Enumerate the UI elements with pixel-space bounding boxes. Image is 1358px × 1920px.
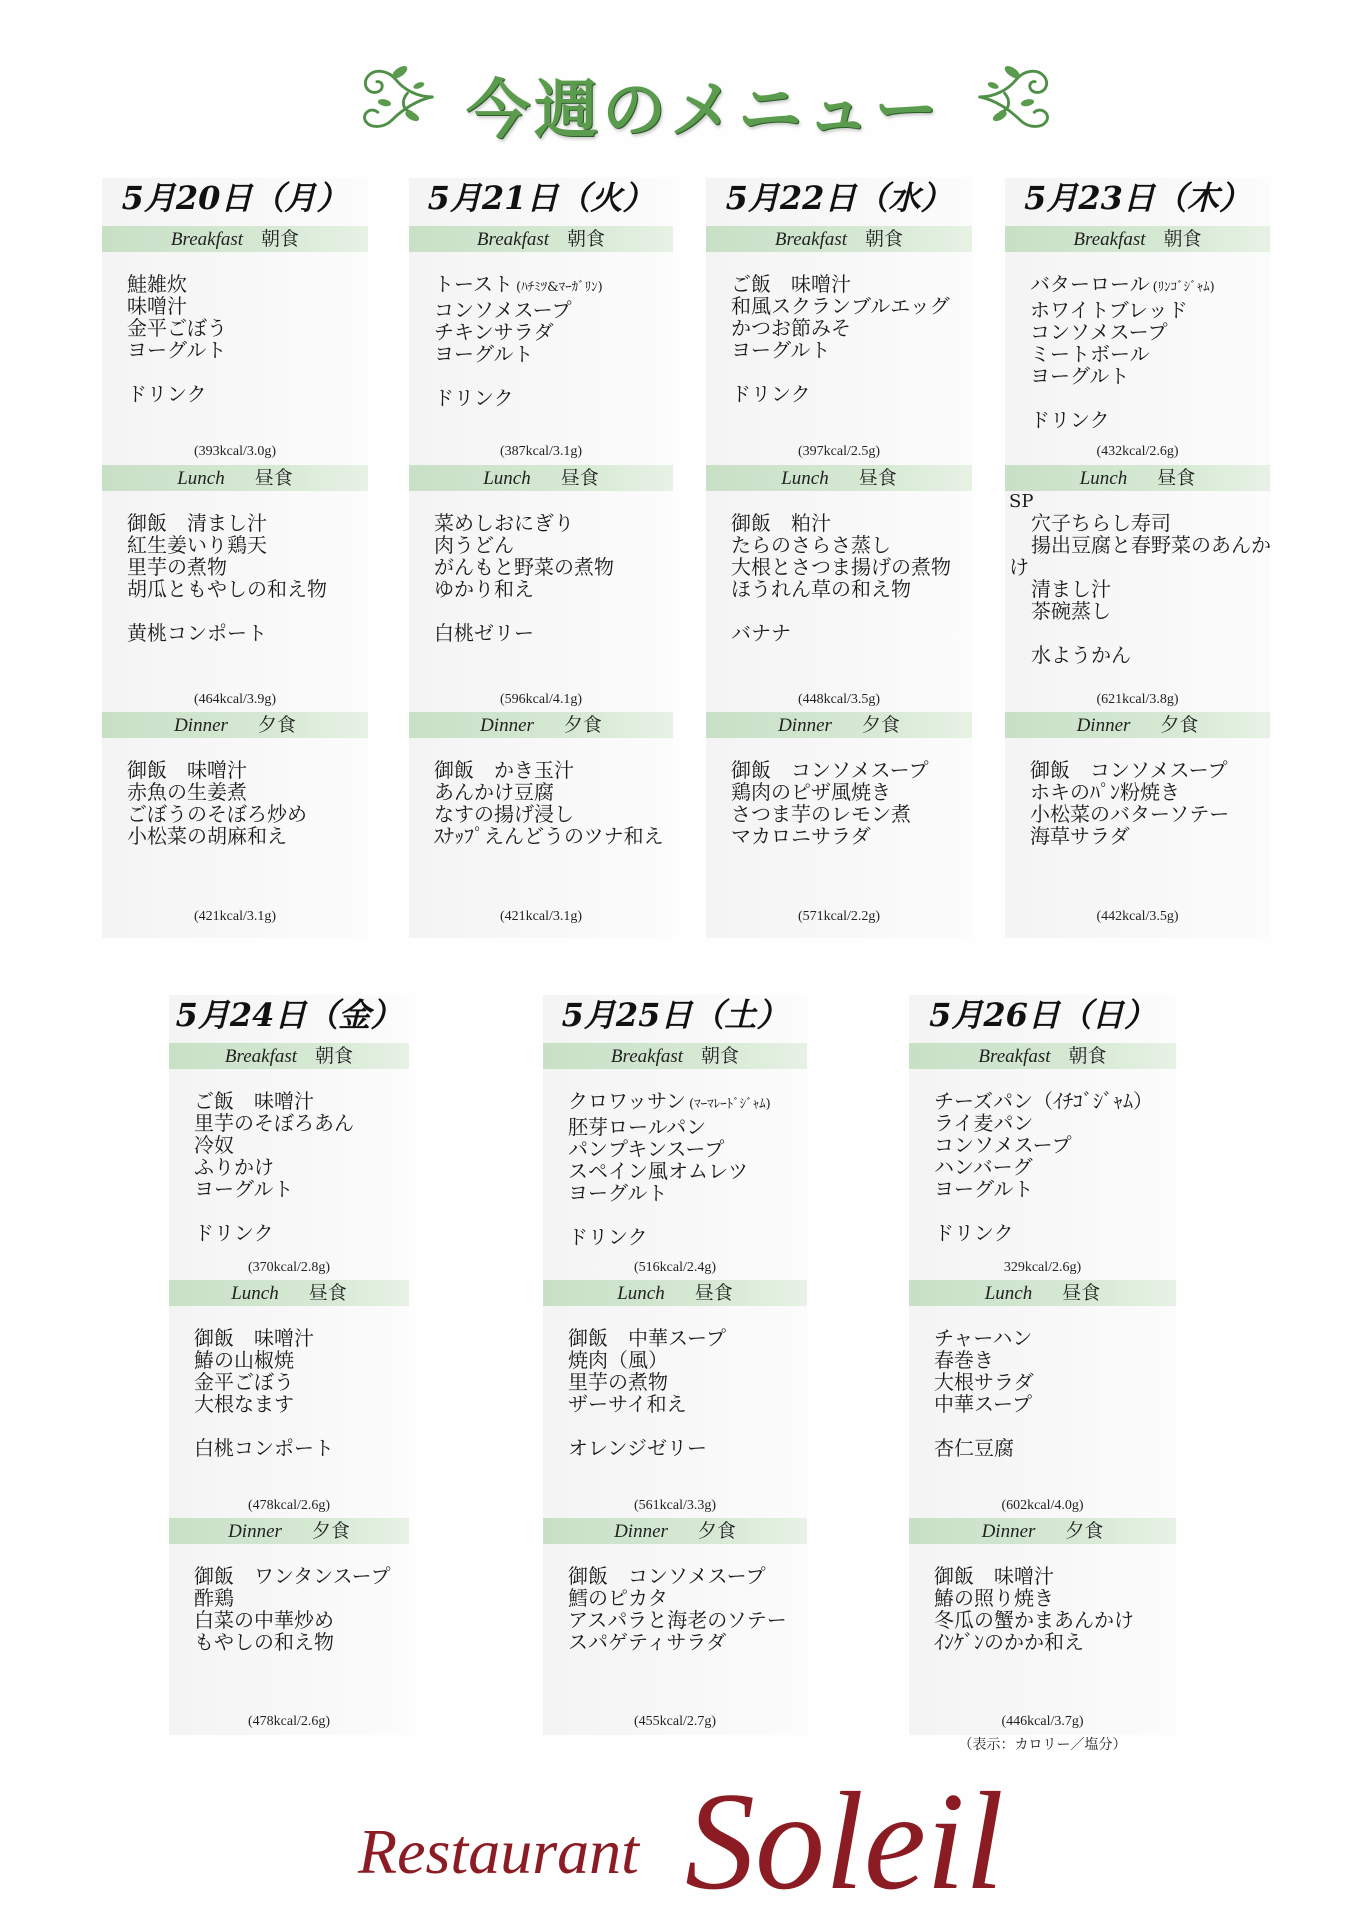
dinner-header-bar (1005, 712, 1270, 738)
meal-name-en: Breakfast (224, 1046, 298, 1067)
menu-item: 鮭雑炊 (127, 272, 187, 296)
dinner-header-bar (409, 712, 673, 738)
menu-item: ふりかけ (194, 1155, 274, 1179)
meal-name-en: Breakfast (978, 1046, 1051, 1067)
menu-extra-item: ドリンク (434, 386, 514, 410)
menu-extra-item: ドリンク (568, 1225, 648, 1249)
breakfast-header-bar (1005, 226, 1270, 252)
menu-item: 御飯 清まし汁 (127, 511, 267, 535)
menu-item: 里芋の煮物 (127, 555, 227, 579)
nutrition-info: (397kcal/2.5g) (797, 444, 881, 459)
menu-item: チャーハン (934, 1326, 1033, 1350)
day-column (102, 178, 368, 938)
menu-item: 茶碗蒸し (1031, 599, 1111, 623)
menu-item: 御飯 コンソメスープ (1030, 758, 1228, 782)
meal-name-en: Dinner (614, 1521, 668, 1542)
day-date: 5月23日（木） (1024, 179, 1251, 217)
meal-name-en: Breakfast (610, 1046, 684, 1067)
menu-item-list (409, 759, 664, 847)
menu-item: 小松菜の胡麻和え (127, 824, 287, 848)
day-date: 5月25日（土） (561, 996, 789, 1034)
menu-item: 中華スープ (934, 1392, 1032, 1416)
meal-name-ja: 朝食 (1068, 1045, 1107, 1067)
menu-item (434, 273, 603, 299)
menu-item-list (543, 1327, 726, 1459)
menu-extra-item: ドリンク (127, 382, 207, 406)
menu-item: 金平ごぼう (194, 1370, 294, 1394)
menu-extra-item: ドリンク (1030, 408, 1110, 432)
menu-extra-item: ドリンク (731, 382, 811, 406)
nutrition-info: (370kcal/2.8g) (247, 1260, 331, 1275)
menu-item-list (102, 759, 307, 847)
menu-item: 里芋のそぼろあん (194, 1111, 354, 1135)
menu-item: アスパラと海老のソテー (568, 1608, 787, 1632)
menu-item: あんかけ豆腐 (434, 780, 554, 804)
meal-name-ja: 朝食 (261, 228, 300, 250)
meal-name-ja: 朝食 (315, 1045, 354, 1067)
menu-item-list (409, 512, 614, 644)
menu-item-list (706, 512, 951, 644)
menu-item-text: バターロール (1030, 272, 1150, 296)
lunch-header-bar (409, 465, 673, 491)
menu-item-list (543, 1565, 787, 1653)
menu-item: ヨーグルト (127, 338, 227, 362)
meal-name-ja: 夕食 (1160, 714, 1199, 736)
day-column (169, 995, 409, 1735)
menu-item: 胚芽ロールパン (568, 1115, 707, 1139)
meal-name-ja: 夕食 (311, 1520, 350, 1542)
menu-item (568, 1090, 771, 1116)
nutrition-legend-note: （表示：カロリー／塩分） (958, 1737, 1127, 1753)
page-title: 今週のメニュー (466, 74, 942, 148)
menu-item-list (909, 1565, 1134, 1653)
nutrition-info: (421kcal/3.1g) (193, 909, 277, 924)
meal-name-en: Lunch (177, 468, 225, 489)
menu-item-list (706, 759, 929, 847)
breakfast-header-bar (543, 1043, 807, 1069)
menu-item-list (102, 273, 227, 405)
menu-item: ライ麦パン (934, 1111, 1034, 1135)
day-column (909, 995, 1176, 1735)
menu-item-list (1005, 491, 1277, 667)
meal-name-ja: 昼食 (694, 1282, 733, 1304)
nutrition-info: (621kcal/3.8g) (1096, 692, 1179, 707)
menu-item-list (102, 512, 327, 644)
meal-name-en: Breakfast (170, 229, 244, 250)
menu-item: パンプキンスープ (568, 1137, 725, 1161)
menu-item: 肉うどん (434, 533, 514, 557)
meal-name-ja: 昼食 (308, 1282, 347, 1304)
menu-item: ご飯 味噌汁 (194, 1089, 314, 1113)
menu-item: ハンバーグ (934, 1155, 1033, 1179)
breakfast-header-bar (909, 1043, 1176, 1069)
nutrition-info: (571kcal/2.2g) (797, 909, 881, 924)
menu-item: ｽﾅｯﾌﾟえんどうのツナ和え (434, 824, 664, 848)
menu-item: 冷奴 (194, 1133, 234, 1157)
menu-item: 御飯 コンソメスープ (568, 1564, 766, 1588)
menu-item: コンソメスープ (934, 1133, 1072, 1157)
day-date: 5月26日（日） (929, 996, 1156, 1034)
meal-name-ja: 朝食 (1163, 228, 1202, 250)
menu-item: もやしの和え物 (194, 1630, 334, 1654)
meal-name-ja: 朝食 (701, 1045, 740, 1067)
day-column (409, 178, 673, 938)
meal-name-en: Lunch (781, 468, 829, 489)
meal-name-ja: 朝食 (567, 228, 606, 250)
menu-item: 鶏肉のピザ風焼き (731, 780, 891, 804)
day-column (543, 995, 807, 1735)
menu-extra-item: オレンジゼリー (568, 1436, 707, 1460)
menu-item-list (909, 1327, 1034, 1459)
menu-item-list (409, 273, 603, 409)
menu-item-note: (ﾏｰﾏﾚｰﾄﾞｼﾞｬﾑ) (689, 1097, 771, 1112)
menu-item-list (169, 1090, 354, 1244)
menu-item: 大根とさつま揚げの煮物 (731, 555, 951, 579)
menu-item: 金平ごぼう (127, 316, 227, 340)
menu-item-list (909, 1090, 1153, 1244)
lunch-header-bar (706, 465, 972, 491)
nutrition-info: (464kcal/3.9g) (193, 692, 277, 707)
menu-item: チキンサラダ (434, 320, 554, 344)
menu-item: 冬瓜の蟹かまあんかけ (934, 1608, 1134, 1632)
menu-item-text: トースト (434, 272, 513, 296)
menu-item: 焼肉（風） (568, 1348, 668, 1372)
menu-item: 菜めしおにぎり (434, 511, 574, 535)
menu-item: スパゲティサラダ (568, 1630, 727, 1654)
dinner-header-bar (102, 712, 368, 738)
lunch-header-bar (169, 1280, 409, 1306)
meal-name-en: Breakfast (1073, 229, 1146, 250)
meal-name-en: Lunch (483, 468, 531, 489)
menu-extra-item: 白桃ゼリー (434, 621, 534, 645)
menu-item-list (169, 1327, 334, 1459)
menu-extra-item: 白桃コンポート (194, 1436, 334, 1460)
nutrition-info: (446kcal/3.7g) (1001, 1714, 1084, 1729)
menu-item: ヨーグルト (194, 1177, 294, 1201)
day-column (706, 178, 972, 938)
menu-item: 大根サラダ (934, 1370, 1034, 1394)
menu-item: 小松菜のバターソテー (1030, 802, 1230, 826)
meal-name-en: Dinner (228, 1521, 282, 1542)
menu-item: ｲﾝｹﾞﾝのかか和え (934, 1630, 1084, 1654)
meal-name-ja: 昼食 (254, 467, 293, 489)
menu-item: 鱈のピカタ (568, 1586, 668, 1610)
meal-name-en: Breakfast (476, 229, 550, 250)
menu-item: コンソメスープ (1030, 320, 1168, 344)
menu-item-list (169, 1565, 391, 1653)
nutrition-info: (596kcal/4.1g) (499, 692, 583, 707)
dinner-header-bar (169, 1518, 409, 1544)
menu-item: さつま芋のレモン煮 (731, 802, 911, 826)
menu-item: 酢鶏 (194, 1586, 234, 1610)
nutrition-info: (478kcal/2.6g) (247, 1498, 331, 1513)
dinner-header-bar (706, 712, 972, 738)
menu-item: たらのさらさ蒸し (731, 533, 891, 557)
menu-extra-item: ドリンク (934, 1221, 1014, 1245)
menu-item: 御飯 味噌汁 (194, 1326, 314, 1350)
menu-item: ご飯 味噌汁 (731, 272, 851, 296)
meal-name-en: Dinner (981, 1521, 1036, 1542)
menu-item: 味噌汁 (127, 294, 187, 318)
menu-item: 御飯 粕汁 (731, 511, 831, 535)
meal-name-ja: 夕食 (861, 714, 900, 736)
breakfast-header-bar (706, 226, 972, 252)
menu-item: スペイン風オムレツ (568, 1159, 748, 1183)
meal-name-en: Dinner (480, 715, 534, 736)
menu-item: ヨーグルト (568, 1181, 668, 1205)
nutrition-info: (478kcal/2.6g) (247, 1714, 331, 1729)
menu-item: 里芋の煮物 (568, 1370, 668, 1394)
menu-item: なすの揚げ浸し (434, 802, 574, 826)
meal-name-ja: 夕食 (697, 1520, 736, 1542)
menu-item: 揚出豆腐と春野菜のあんかけ (1009, 533, 1271, 579)
menu-item-text: クロワッサン (568, 1089, 686, 1113)
menu-item: 大根なます (194, 1392, 294, 1416)
menu-item: ヨーグルト (731, 338, 831, 362)
meal-name-en: Lunch (617, 1283, 665, 1304)
menu-extra-item: 水ようかん (1031, 643, 1131, 667)
menu-item: 鰆の照り焼き (934, 1586, 1054, 1610)
lunch-header-bar (102, 465, 368, 491)
menu-item: マカロニサラダ (731, 824, 871, 848)
nutrition-info: (387kcal/3.1g) (499, 444, 583, 459)
nutrition-info: (421kcal/3.1g) (499, 909, 583, 924)
meal-name-en: Lunch (1079, 468, 1128, 489)
nutrition-info: (448kcal/3.5g) (797, 692, 881, 707)
menu-item: チーズパン（ｲﾁｺﾞｼﾞｬﾑ） (934, 1089, 1153, 1113)
dinner-header-bar (543, 1518, 807, 1544)
menu-prefix: SP (1009, 491, 1034, 512)
nutrition-info: (393kcal/3.0g) (193, 444, 277, 459)
menu-item-list (1005, 273, 1215, 431)
menu-item-list (706, 273, 950, 405)
menu-item: ホワイトブレッド (1030, 298, 1188, 322)
meal-name-en: Dinner (778, 715, 832, 736)
nutrition-info: 329kcal/2.6g) (1003, 1260, 1082, 1275)
menu-item: 白菜の中華炒め (194, 1608, 334, 1632)
day-date: 5月22日（水） (725, 179, 953, 217)
breakfast-header-bar (409, 226, 673, 252)
menu-item: ヨーグルト (1030, 364, 1130, 388)
day-date: 5月20日（月） (121, 179, 349, 217)
flourish-right-icon (974, 52, 1060, 140)
meal-name-en: Lunch (984, 1283, 1033, 1304)
menu-item: 海草サラダ (1030, 824, 1130, 848)
menu-extra-item: バナナ (731, 621, 791, 645)
menu-item (1030, 273, 1215, 299)
menu-item: 穴子ちらし寿司 (1031, 511, 1171, 535)
menu-item: 胡瓜ともやしの和え物 (127, 577, 327, 601)
day-date: 5月24日（金） (175, 996, 403, 1034)
menu-item-list (543, 1090, 771, 1248)
lunch-header-bar (543, 1280, 807, 1306)
menu-item: 和風スクランブルエッグ (731, 294, 950, 318)
menu-item: 御飯 味噌汁 (127, 758, 247, 782)
menu-item: 御飯 味噌汁 (934, 1564, 1054, 1588)
menu-item: 春巻き (934, 1348, 994, 1372)
flourish-left-icon (352, 52, 438, 140)
menu-item: 紅生姜いり鶏天 (127, 533, 267, 557)
menu-item: ホキのﾊﾟﾝ粉焼き (1030, 780, 1180, 804)
day-date: 5月21日（火） (427, 179, 655, 217)
menu-item: 赤魚の生姜煮 (127, 780, 247, 804)
dinner-header-bar (909, 1518, 1176, 1544)
nutrition-info: (602kcal/4.0g) (1001, 1498, 1084, 1513)
meal-name-ja: 朝食 (865, 228, 904, 250)
nutrition-info: (455kcal/2.7g) (633, 1714, 717, 1729)
lunch-header-bar (909, 1280, 1176, 1306)
menu-extra-item: 杏仁豆腐 (934, 1436, 1014, 1460)
breakfast-header-bar (169, 1043, 409, 1069)
meal-name-en: Lunch (231, 1283, 279, 1304)
nutrition-info: (432kcal/2.6g) (1096, 444, 1179, 459)
menu-item: 鰆の山椒焼 (194, 1348, 294, 1372)
menu-item: 御飯 コンソメスープ (731, 758, 929, 782)
menu-item-list (1005, 759, 1229, 847)
menu-item: ごぼうのそぼろ炒め (127, 802, 307, 826)
nutrition-info: (442kcal/3.5g) (1096, 909, 1179, 924)
menu-item: がんもと野菜の煮物 (434, 555, 614, 579)
menu-item: 御飯 ワンタンスープ (194, 1564, 391, 1588)
meal-name-ja: 夕食 (257, 714, 296, 736)
menu-item: ゆかり和え (434, 577, 534, 601)
menu-item: ヨーグルト (934, 1177, 1034, 1201)
day-column (1005, 178, 1270, 938)
menu-extra-item: ドリンク (194, 1221, 274, 1245)
meal-name-ja: 昼食 (1157, 467, 1196, 489)
menu-item: ヨーグルト (434, 342, 534, 366)
meal-name-ja: 昼食 (560, 467, 599, 489)
footer-restaurant-name: Soleil (685, 1764, 1004, 1919)
nutrition-info: (516kcal/2.4g) (633, 1260, 717, 1275)
lunch-header-bar (1005, 465, 1270, 491)
meal-name-ja: 夕食 (1065, 1520, 1104, 1542)
meal-name-en: Dinner (1076, 715, 1131, 736)
menu-item: 御飯 中華スープ (568, 1326, 726, 1350)
breakfast-header-bar (102, 226, 368, 252)
menu-item: ほうれん草の和え物 (731, 577, 911, 601)
menu-item-note: (ﾊﾁﾐﾂ&ﾏｰｶﾞﾘﾝ) (516, 280, 603, 295)
menu-extra-item: 黄桃コンポート (127, 621, 267, 645)
menu-item: ミートボール (1030, 342, 1150, 366)
menu-item: コンソメスープ (434, 298, 572, 322)
meal-name-ja: 夕食 (563, 714, 602, 736)
meal-name-ja: 昼食 (858, 467, 897, 489)
meal-name-en: Dinner (174, 715, 228, 736)
menu-item-note: (ﾘﾝｺﾞｼﾞｬﾑ) (1152, 280, 1215, 295)
meal-name-en: Breakfast (774, 229, 848, 250)
menu-item: かつお節みそ (731, 316, 851, 340)
menu-item: ザーサイ和え (568, 1392, 687, 1416)
footer-restaurant-label: Restaurant (358, 1816, 639, 1887)
nutrition-info: (561kcal/3.3g) (633, 1498, 717, 1513)
menu-item: 清まし汁 (1031, 577, 1111, 601)
menu-item: 御飯 かき玉汁 (434, 758, 574, 782)
meal-name-ja: 昼食 (1062, 1282, 1101, 1304)
